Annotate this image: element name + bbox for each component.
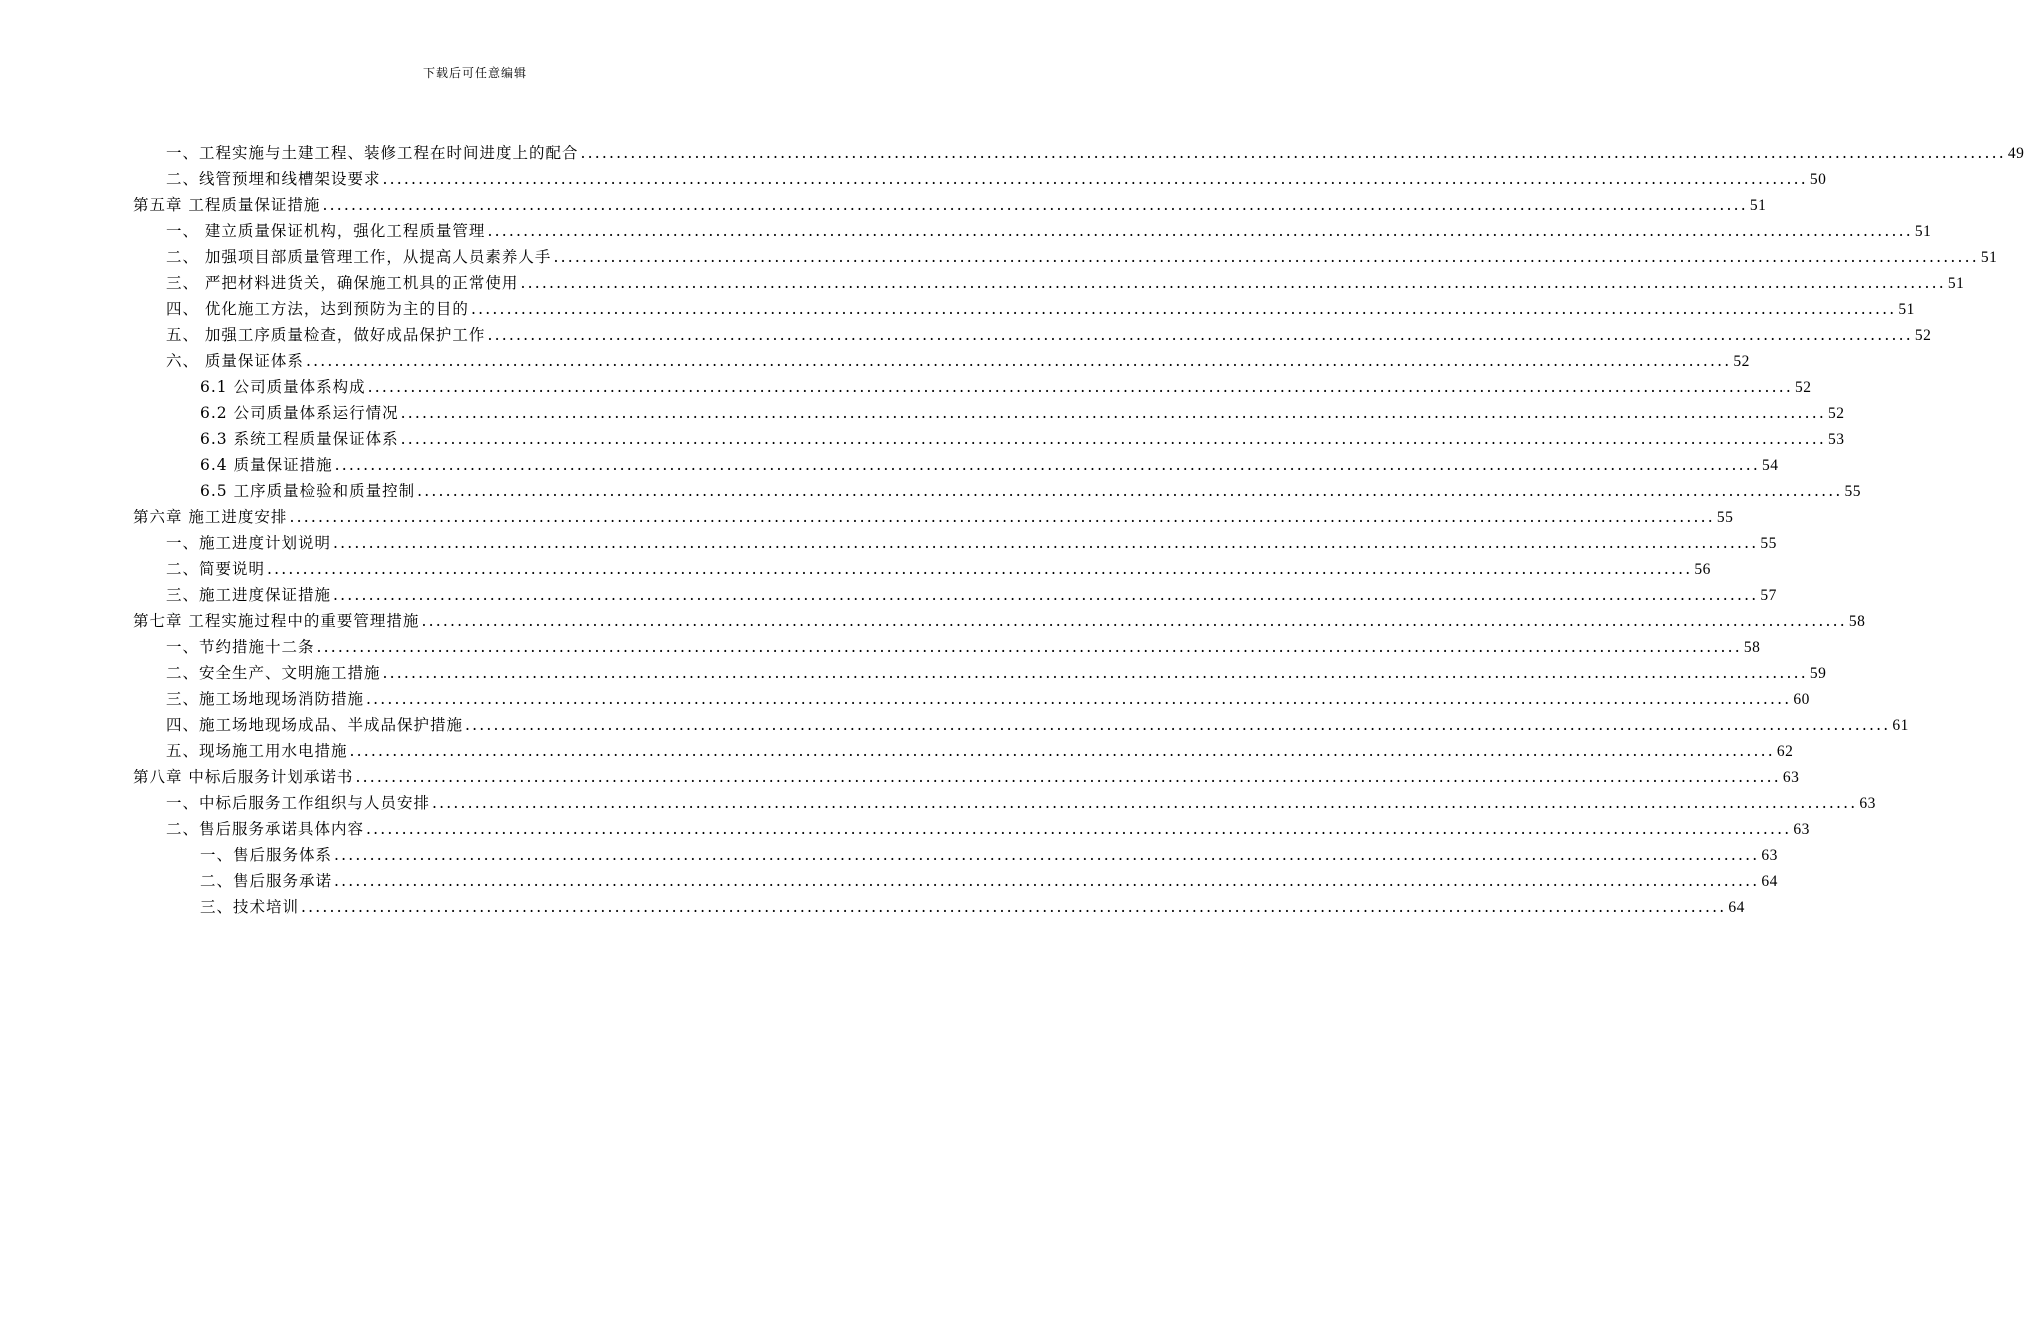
toc-leader-dots: ........................................................................................................................................................................................................ bbox=[366, 690, 1792, 708]
toc-entry-title: 一、 建立质量保证机构，强化工程质量管理 bbox=[166, 222, 486, 240]
toc-entry[interactable] bbox=[166, 218, 1932, 244]
toc-leader-dots: ........................................................................................................................................................................................................ bbox=[267, 560, 1693, 578]
toc-leader-dots: ........................................................................................................................................................................................................ bbox=[400, 430, 1826, 448]
toc-entry-page: 51 bbox=[1947, 275, 1965, 292]
toc-entry-title: 四、施工场地现场成品、半成品保护措施 bbox=[166, 716, 464, 734]
toc-entry[interactable] bbox=[133, 608, 1866, 634]
toc-entry-page: 53 bbox=[1827, 431, 1845, 448]
toc-entry[interactable] bbox=[166, 738, 1794, 764]
toc-leader-dots: ........................................................................................................................................................................................................ bbox=[382, 664, 1808, 682]
toc-entry-title: 二、售后服务承诺 bbox=[200, 872, 333, 890]
toc-entry-title: 五、 加强工序质量检查，做好成品保护工作 bbox=[166, 326, 486, 344]
toc-entry[interactable] bbox=[166, 140, 2024, 166]
toc-entry-title: 第七章 工程实施过程中的重要管理措施 bbox=[133, 612, 420, 630]
toc-entry-title: 二、 加强项目部质量管理工作，从提高人员素养人手 bbox=[166, 248, 552, 266]
toc-entry[interactable] bbox=[200, 842, 1778, 868]
toc-entry-title: 6.2 公司质量体系运行情况 bbox=[200, 404, 399, 422]
toc-leader-dots: ........................................................................................................................................................................................................ bbox=[349, 742, 1775, 760]
toc-entry-page: 63 bbox=[1859, 795, 1876, 812]
toc-entry-page: 63 bbox=[1793, 821, 1810, 838]
toc-entry[interactable] bbox=[166, 556, 1711, 582]
toc-entry[interactable] bbox=[166, 712, 1909, 738]
toc-entry-page: 54 bbox=[1761, 457, 1779, 474]
toc-leader-dots: ........................................................................................................................................................................................................ bbox=[367, 378, 1793, 396]
toc-entry[interactable] bbox=[133, 504, 1734, 530]
toc-entry-page: 63 bbox=[1761, 847, 1778, 864]
toc-entry-title: 二、线管预埋和线槽架设要求 bbox=[166, 170, 381, 188]
toc-entry-page: 55 bbox=[1760, 535, 1777, 552]
toc-entry-title: 三、施工进度保证措施 bbox=[166, 586, 332, 604]
toc-leader-dots: ........................................................................................................................................................................................................ bbox=[417, 482, 1843, 500]
toc-leader-dots: ........................................................................................................................................................................................................ bbox=[355, 768, 1781, 786]
toc-leader-dots: ........................................................................................................................................................................................................ bbox=[289, 508, 1715, 526]
toc-entry[interactable] bbox=[200, 426, 1845, 452]
toc-entry-title: 二、简要说明 bbox=[166, 560, 266, 578]
toc-leader-dots: ........................................................................................................................................................................................................ bbox=[305, 352, 1732, 370]
toc-leader-dots: ........................................................................................................................................................................................................ bbox=[487, 326, 1913, 344]
toc-leader-dots: ........................................................................................................................................................................................................ bbox=[520, 274, 1946, 292]
toc-entry[interactable] bbox=[200, 868, 1778, 894]
toc-entry-title: 6.5 工序质量检验和质量控制 bbox=[200, 482, 416, 500]
toc-entry-title: 四、 优化施工方法，达到预防为主的目的 bbox=[166, 300, 469, 318]
toc-entry-page: 59 bbox=[1809, 665, 1827, 682]
toc-entry-page: 64 bbox=[1761, 873, 1778, 890]
toc-entry-title: 6.1 公司质量体系构成 bbox=[200, 378, 366, 396]
toc-leader-dots: ........................................................................................................................................................................................................ bbox=[470, 300, 1897, 318]
toc-entry-title: 六、 质量保证体系 bbox=[166, 352, 304, 370]
toc-entry-title: 二、售后服务承诺具体内容 bbox=[166, 820, 365, 838]
toc-leader-dots: ........................................................................................................................................................................................................ bbox=[301, 898, 1727, 916]
toc-entry[interactable] bbox=[200, 894, 1745, 920]
toc-entry[interactable] bbox=[166, 634, 1761, 660]
toc-entry-title: 三、 严把材料进货关，确保施工机具的正常使用 bbox=[166, 274, 519, 292]
toc-entry-page: 64 bbox=[1728, 899, 1745, 916]
toc-entry[interactable] bbox=[166, 816, 1810, 842]
toc-entry[interactable] bbox=[166, 660, 1827, 686]
toc-entry-title: 一、售后服务体系 bbox=[200, 846, 333, 864]
toc-entry[interactable] bbox=[166, 270, 1965, 296]
toc-entry-page: 55 bbox=[1844, 483, 1861, 500]
toc-entry-page: 49 bbox=[2007, 145, 2024, 162]
toc-entry[interactable] bbox=[166, 530, 1777, 556]
toc-leader-dots: ........................................................................................................................................................................................................ bbox=[366, 820, 1792, 838]
toc-entry-page: 52 bbox=[1827, 405, 1845, 422]
page-header: 下载后可任意编辑 bbox=[422, 66, 527, 80]
toc-leader-dots: ........................................................................................................................................................................................................ bbox=[553, 248, 1979, 266]
toc-entry-title: 第五章 工程质量保证措施 bbox=[133, 196, 321, 214]
toc-entry[interactable] bbox=[166, 244, 1998, 270]
toc-entry[interactable] bbox=[200, 400, 1845, 426]
toc-leader-dots: ........................................................................................................................................................................................................ bbox=[334, 846, 1760, 864]
toc-entry-title: 6.3 系统工程质量保证体系 bbox=[200, 430, 399, 448]
toc-entry-title: 一、节约措施十二条 bbox=[166, 638, 315, 656]
toc-entry[interactable] bbox=[166, 296, 1915, 322]
toc-entry-page: 51 bbox=[1749, 197, 1767, 214]
toc-entry-title: 一、施工进度计划说明 bbox=[166, 534, 332, 552]
toc-entry-title: 二、安全生产、文明施工措施 bbox=[166, 664, 381, 682]
toc-entry-page: 55 bbox=[1716, 509, 1734, 526]
toc-entry-title: 三、技术培训 bbox=[200, 898, 300, 916]
toc-entry[interactable] bbox=[200, 452, 1779, 478]
toc-entry-page: 51 bbox=[1914, 223, 1932, 240]
toc-leader-dots: ........................................................................................................................................................................................................ bbox=[333, 534, 1759, 552]
toc-entry-title: 第六章 施工进度安排 bbox=[133, 508, 288, 526]
toc-entry-page: 58 bbox=[1743, 639, 1761, 656]
toc-leader-dots: ........................................................................................................................................................................................................ bbox=[334, 872, 1760, 890]
toc-entry-page: 56 bbox=[1694, 561, 1711, 578]
toc-entry-title: 五、现场施工用水电措施 bbox=[166, 742, 348, 760]
toc-leader-dots: ........................................................................................................................................................................................................ bbox=[421, 612, 1847, 630]
toc-leader-dots: ........................................................................................................................................................................................................ bbox=[382, 170, 1808, 188]
toc-entry[interactable] bbox=[166, 686, 1810, 712]
toc-leader-dots: ........................................................................................................................................................................................................ bbox=[322, 196, 1748, 214]
toc-leader-dots: ........................................................................................................................................................................................................ bbox=[432, 794, 1858, 812]
toc-entry[interactable] bbox=[200, 478, 1861, 504]
toc-leader-dots: ........................................................................................................................................................................................................ bbox=[487, 222, 1913, 240]
toc-leader-dots: ........................................................................................................................................................................................................ bbox=[334, 456, 1760, 474]
toc-entry[interactable] bbox=[166, 790, 1876, 816]
toc-entry-title: 三、施工场地现场消防措施 bbox=[166, 690, 365, 708]
toc-entry-page: 52 bbox=[1733, 353, 1750, 370]
toc-entry[interactable] bbox=[166, 322, 1932, 348]
toc-entry-page: 52 bbox=[1914, 327, 1932, 344]
toc-leader-dots: ........................................................................................................................................................................................................ bbox=[465, 716, 1891, 734]
toc-entry-page: 57 bbox=[1760, 587, 1777, 604]
toc-entry[interactable] bbox=[133, 192, 1767, 218]
toc-entry-title: 第八章 中标后服务计划承诺书 bbox=[133, 768, 354, 786]
toc-leader-dots: ........................................................................................................................................................................................................ bbox=[333, 586, 1759, 604]
toc-entry[interactable] bbox=[200, 374, 1812, 400]
toc-entry-page: 62 bbox=[1776, 743, 1794, 760]
toc-entry-page: 61 bbox=[1892, 717, 1909, 734]
toc-entry-page: 52 bbox=[1794, 379, 1812, 396]
toc-entry-page: 63 bbox=[1782, 769, 1800, 786]
toc-leader-dots: ........................................................................................................................................................................................................ bbox=[580, 144, 2006, 162]
toc-leader-dots: ........................................................................................................................................................................................................ bbox=[316, 638, 1742, 656]
toc-entry-page: 51 bbox=[1898, 301, 1915, 318]
toc-entry-page: 51 bbox=[1980, 249, 1998, 266]
toc-entry-title: 6.4 质量保证措施 bbox=[200, 456, 333, 474]
toc-entry[interactable] bbox=[166, 348, 1750, 374]
toc-entry-page: 58 bbox=[1848, 613, 1866, 630]
toc-leader-dots: ........................................................................................................................................................................................................ bbox=[400, 404, 1826, 422]
toc-entry[interactable] bbox=[166, 166, 1827, 192]
toc-entry-title: 一、中标后服务工作组织与人员安排 bbox=[166, 794, 431, 812]
toc-entry-title: 一、工程实施与土建工程、装修工程在时间进度上的配合 bbox=[166, 144, 579, 162]
toc-entry-page: 50 bbox=[1809, 171, 1827, 188]
toc-entry-page: 60 bbox=[1793, 691, 1810, 708]
toc-entry[interactable] bbox=[166, 582, 1777, 608]
toc-entry[interactable] bbox=[133, 764, 1800, 790]
